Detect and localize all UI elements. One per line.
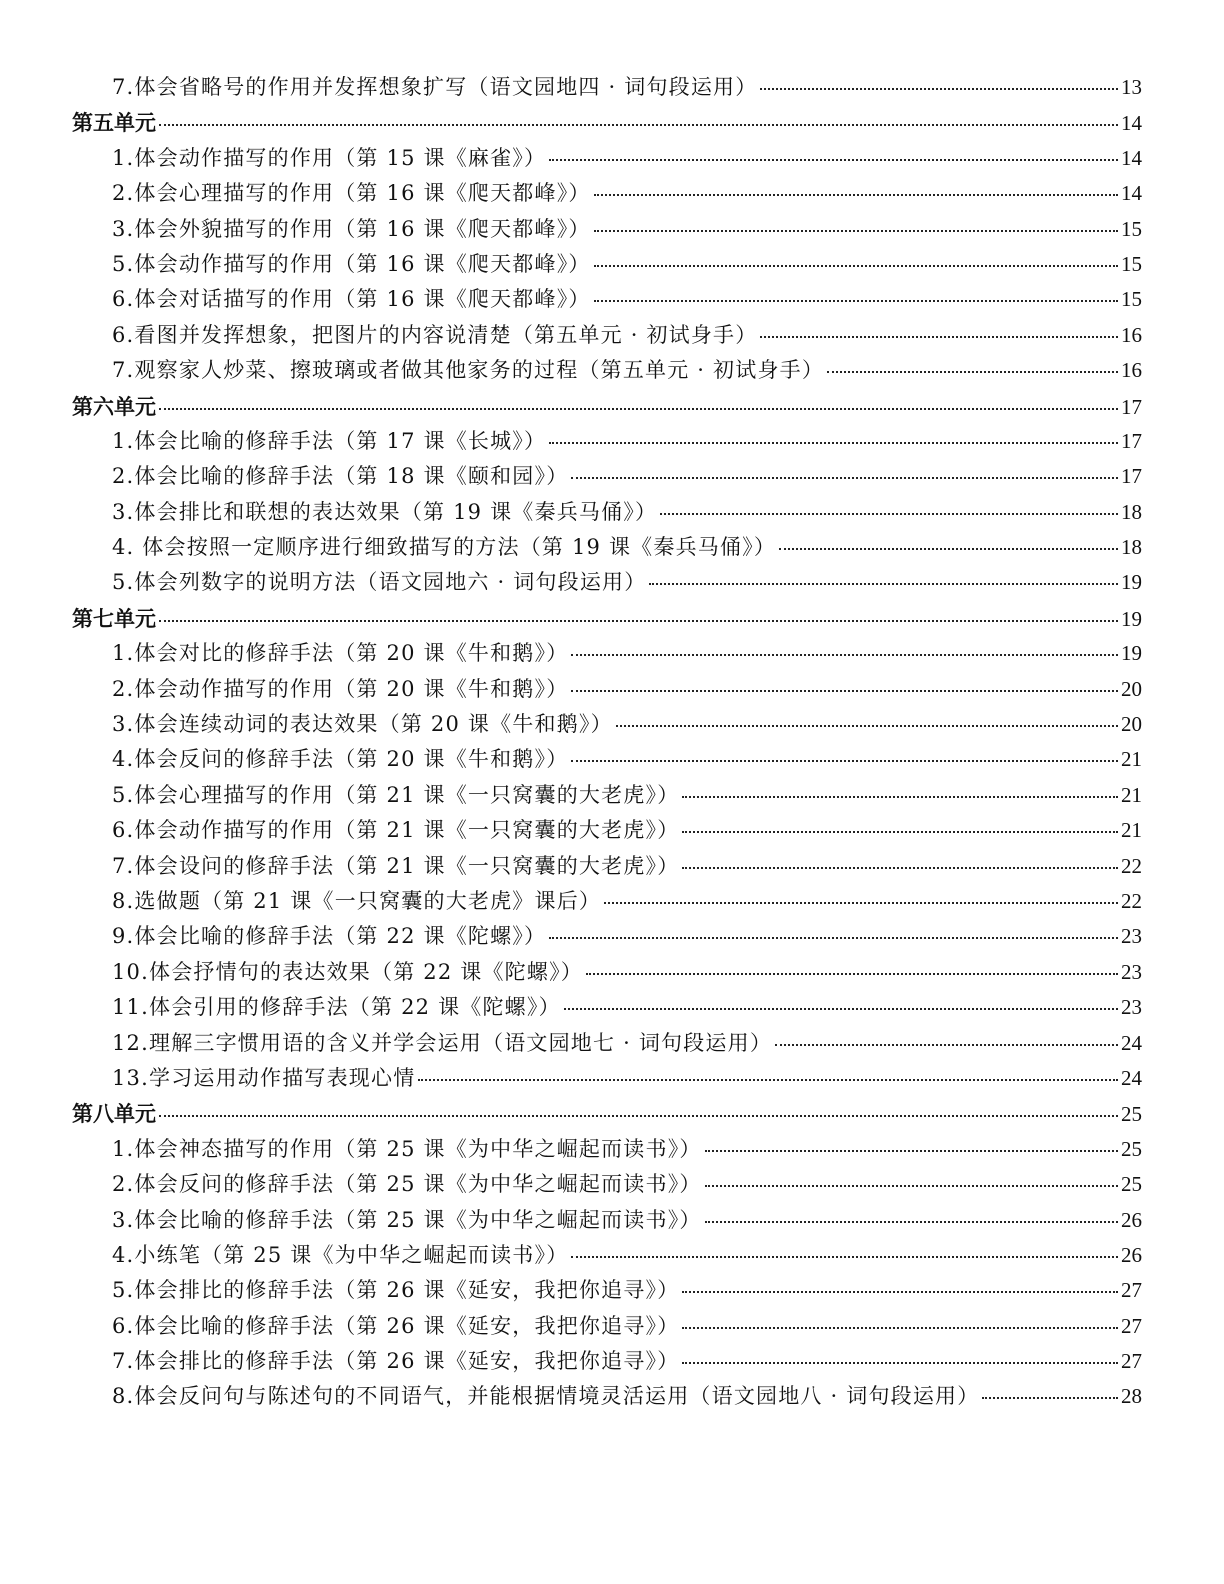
- toc-entry-title: 7.体会省略号的作用并发挥想象扩写（语文园地四 · 词句段运用）: [112, 75, 758, 99]
- toc-entry-page-number: 28: [1121, 1384, 1142, 1409]
- toc-entry-title: 6.体会比喻的修辞手法（第 26 课《延安，我把你追寻》）: [112, 1313, 680, 1338]
- dot-leader: [982, 1396, 1118, 1399]
- toc-entry[interactable]: [72, 459, 1142, 494]
- toc-entry-title: 7.体会设问的修辞手法（第 21 课《一只窝囊的大老虎》）: [112, 853, 680, 878]
- toc-entry[interactable]: [72, 1167, 1142, 1202]
- toc-entry[interactable]: [72, 1309, 1142, 1344]
- toc-entry[interactable]: [72, 1238, 1142, 1273]
- toc-entry-title: 第八单元: [72, 1101, 156, 1127]
- toc-entry-title: 13.学习运用动作描写表现心情: [112, 1065, 416, 1090]
- dot-leader: [571, 689, 1118, 692]
- toc-entry-title: 11.体会引用的修辞手法（第 22 课《陀螺》）: [112, 995, 561, 1020]
- table-of-contents: [72, 70, 1142, 1415]
- toc-entry-title: 3.体会外貌描写的作用（第 16 课《爬天都峰》）: [112, 216, 591, 241]
- toc-entry[interactable]: [72, 1132, 1142, 1167]
- toc-entry[interactable]: [72, 1273, 1142, 1308]
- toc-entry-page-number: 24: [1121, 1030, 1142, 1055]
- toc-entry[interactable]: [72, 424, 1142, 459]
- toc-entry-page-number: 26: [1121, 1207, 1142, 1232]
- dot-leader: [594, 193, 1118, 196]
- toc-entry-title: 2.体会反问的修辞手法（第 25 课《为中华之崛起而读书》）: [112, 1172, 702, 1197]
- toc-entry-page-number: 25: [1121, 1102, 1142, 1127]
- dot-leader: [594, 229, 1118, 232]
- toc-section-heading[interactable]: [72, 601, 1142, 636]
- toc-entry-page-number: 23: [1121, 995, 1142, 1020]
- toc-section-heading[interactable]: [72, 1096, 1142, 1131]
- dot-leader: [159, 1114, 1118, 1117]
- dot-leader: [705, 1220, 1118, 1223]
- dot-leader: [549, 936, 1118, 939]
- dot-leader: [571, 759, 1118, 762]
- dot-leader: [604, 901, 1118, 904]
- toc-entry-title: 4.体会反问的修辞手法（第 20 课《牛和鹅》）: [112, 747, 569, 772]
- toc-entry-page-number: 16: [1121, 322, 1142, 347]
- toc-entry-title: 3.体会排比和联想的表达效果（第 19 课《秦兵马俑》）: [112, 499, 658, 524]
- toc-entry[interactable]: [72, 919, 1142, 954]
- toc-entry-page-number: 14: [1121, 145, 1142, 170]
- toc-entry-title: 3.体会连续动词的表达效果（第 20 课《牛和鹅》）: [112, 712, 613, 737]
- toc-entry[interactable]: [72, 1344, 1142, 1379]
- toc-entry-title: 7.观察家人炒菜、擦玻璃或者做其他家务的过程（第五单元 · 初试身手）: [112, 358, 825, 383]
- toc-entry-title: 2.体会比喻的修辞手法（第 18 课《颐和园》）: [112, 464, 569, 489]
- toc-entry-page-number: 15: [1121, 251, 1142, 276]
- toc-entry[interactable]: [72, 176, 1142, 211]
- dot-leader: [682, 866, 1118, 869]
- toc-entry[interactable]: [72, 1026, 1142, 1061]
- toc-entry[interactable]: [72, 884, 1142, 919]
- toc-entry-page-number: 27: [1121, 1313, 1142, 1338]
- toc-entry-title: 9.体会比喻的修辞手法（第 22 课《陀螺》）: [112, 924, 547, 949]
- toc-entry-title: 1.体会比喻的修辞手法（第 17 课《长城》）: [112, 428, 547, 453]
- dot-leader: [760, 87, 1118, 90]
- toc-entry[interactable]: [72, 1061, 1142, 1096]
- toc-entry-page-number: 24: [1121, 1065, 1142, 1090]
- toc-entry[interactable]: [72, 141, 1142, 176]
- dot-leader: [418, 1078, 1118, 1081]
- toc-entry-title: 5.体会心理描写的作用（第 21 课《一只窝囊的大老虎》）: [112, 782, 680, 807]
- toc-entry-title: 8.选做题（第 21 课《一只窝囊的大老虎》课后）: [112, 888, 602, 913]
- dot-leader: [682, 830, 1118, 833]
- toc-entry[interactable]: [72, 247, 1142, 282]
- toc-entry-page-number: 21: [1121, 818, 1142, 843]
- toc-entry[interactable]: [72, 849, 1142, 884]
- toc-entry-page-number: 14: [1121, 181, 1142, 206]
- dot-leader: [549, 158, 1118, 161]
- toc-entry-title: 10.体会抒情句的表达效果（第 22 课《陀螺》）: [112, 959, 583, 984]
- toc-entry-page-number: 13: [1121, 75, 1142, 99]
- dot-leader: [571, 1255, 1118, 1258]
- toc-section-heading[interactable]: [72, 105, 1142, 140]
- toc-entry[interactable]: [72, 636, 1142, 671]
- toc-entry-page-number: 23: [1121, 924, 1142, 949]
- toc-entry-title: 1.体会动作描写的作用（第 15 课《麻雀》）: [112, 145, 547, 170]
- toc-entry[interactable]: [72, 353, 1142, 388]
- dot-leader: [586, 972, 1118, 975]
- dot-leader: [660, 512, 1118, 515]
- toc-entry[interactable]: [72, 282, 1142, 317]
- dot-leader: [682, 1361, 1118, 1364]
- toc-entry-title: 2.体会动作描写的作用（第 20 课《牛和鹅》）: [112, 676, 569, 701]
- toc-entry[interactable]: [72, 530, 1142, 565]
- dot-leader: [705, 1149, 1118, 1152]
- toc-entry[interactable]: [72, 955, 1142, 990]
- toc-entry-page-number: 22: [1121, 888, 1142, 913]
- dot-leader: [159, 619, 1118, 622]
- toc-entry-title: 第五单元: [72, 110, 156, 136]
- dot-leader: [779, 547, 1118, 550]
- toc-entry-title: 6.体会动作描写的作用（第 21 课《一只窝囊的大老虎》）: [112, 818, 680, 843]
- dot-leader: [682, 1290, 1118, 1293]
- dot-leader: [760, 335, 1118, 338]
- toc-entry-page-number: 25: [1121, 1136, 1142, 1161]
- toc-section-heading[interactable]: [72, 389, 1142, 424]
- toc-entry-page-number: 18: [1121, 535, 1142, 560]
- toc-entry-title: 12.理解三字惯用语的含义并学会运用（语文园地七 · 词句段运用）: [112, 1030, 773, 1055]
- dot-leader: [616, 724, 1118, 727]
- toc-entry-title: 1.体会对比的修辞手法（第 20 课《牛和鹅》）: [112, 641, 569, 666]
- dot-leader: [594, 264, 1118, 267]
- toc-entry[interactable]: [72, 672, 1142, 707]
- toc-entry-title: 6.体会对话描写的作用（第 16 课《爬天都峰》）: [112, 287, 591, 312]
- toc-entry[interactable]: [72, 565, 1142, 600]
- toc-entry[interactable]: [72, 495, 1142, 530]
- toc-entry[interactable]: [72, 990, 1142, 1025]
- toc-entry-title: 7.体会排比的修辞手法（第 26 课《延安，我把你追寻》）: [112, 1349, 680, 1374]
- toc-entry[interactable]: [72, 778, 1142, 813]
- toc-entry-page-number: 15: [1121, 287, 1142, 312]
- toc-entry-title: 第六单元: [72, 393, 156, 419]
- toc-entry-page-number: 17: [1121, 394, 1142, 419]
- toc-entry-page-number: 17: [1121, 428, 1142, 453]
- toc-entry-title: 2.体会心理描写的作用（第 16 课《爬天都峰》）: [112, 181, 591, 206]
- dot-leader: [682, 1326, 1118, 1329]
- dot-leader: [649, 582, 1118, 585]
- toc-entry-title: 1.体会神态描写的作用（第 25 课《为中华之崛起而读书》）: [112, 1136, 702, 1161]
- dot-leader: [682, 795, 1118, 798]
- toc-entry-title: 4.小练笔（第 25 课《为中华之崛起而读书》）: [112, 1242, 569, 1267]
- toc-entry-page-number: 21: [1121, 782, 1142, 807]
- toc-entry-title: 6.看图并发挥想象，把图片的内容说清楚（第五单元 · 初试身手）: [112, 322, 758, 347]
- toc-entry-title: 8.体会反问句与陈述句的不同语气，并能根据情境灵活运用（语文园地八 · 词句段运用）: [112, 1384, 980, 1409]
- toc-entry-page-number: 20: [1121, 712, 1142, 737]
- toc-entry-title: 第七单元: [72, 605, 156, 631]
- toc-entry[interactable]: [72, 813, 1142, 848]
- dot-leader: [564, 1007, 1118, 1010]
- dot-leader: [775, 1043, 1118, 1046]
- dot-leader: [159, 123, 1118, 126]
- toc-entry-page-number: 17: [1121, 464, 1142, 489]
- toc-entry-title: 4. 体会按照一定顺序进行细致描写的方法（第 19 课《秦兵马俑》）: [112, 535, 777, 560]
- toc-entry-page-number: 19: [1121, 570, 1142, 595]
- dot-leader: [594, 299, 1118, 302]
- toc-entry-page-number: 26: [1121, 1242, 1142, 1267]
- toc-entry-title: 3.体会比喻的修辞手法（第 25 课《为中华之崛起而读书》）: [112, 1207, 702, 1232]
- dot-leader: [571, 476, 1118, 479]
- toc-entry-page-number: 16: [1121, 358, 1142, 383]
- toc-entry[interactable]: [72, 742, 1142, 777]
- toc-entry-page-number: 27: [1121, 1278, 1142, 1303]
- dot-leader: [549, 441, 1118, 444]
- toc-entry-page-number: 25: [1121, 1172, 1142, 1197]
- toc-entry[interactable]: [72, 70, 1142, 105]
- toc-entry-title: 5.体会动作描写的作用（第 16 课《爬天都峰》）: [112, 251, 591, 276]
- toc-entry-page-number: 19: [1121, 641, 1142, 666]
- toc-entry-page-number: 14: [1121, 111, 1142, 136]
- dot-leader: [571, 653, 1118, 656]
- toc-entry-page-number: 20: [1121, 676, 1142, 701]
- toc-entry-page-number: 27: [1121, 1349, 1142, 1374]
- toc-entry-page-number: 21: [1121, 747, 1142, 772]
- toc-entry-title: 5.体会排比的修辞手法（第 26 课《延安，我把你追寻》）: [112, 1278, 680, 1303]
- toc-entry-page-number: 18: [1121, 499, 1142, 524]
- toc-entry[interactable]: [72, 707, 1142, 742]
- toc-entry-page-number: 19: [1121, 606, 1142, 631]
- toc-entry[interactable]: [72, 1379, 1142, 1414]
- toc-entry-title: 5.体会列数字的说明方法（语文园地六 · 词句段运用）: [112, 570, 647, 595]
- toc-entry-page-number: 22: [1121, 853, 1142, 878]
- toc-entry[interactable]: [72, 318, 1142, 353]
- toc-entry[interactable]: [72, 212, 1142, 247]
- toc-entry-page-number: 23: [1121, 959, 1142, 984]
- dot-leader: [827, 370, 1118, 373]
- toc-entry[interactable]: [72, 1203, 1142, 1238]
- dot-leader: [159, 407, 1118, 410]
- dot-leader: [705, 1184, 1118, 1187]
- toc-entry-page-number: 15: [1121, 216, 1142, 241]
